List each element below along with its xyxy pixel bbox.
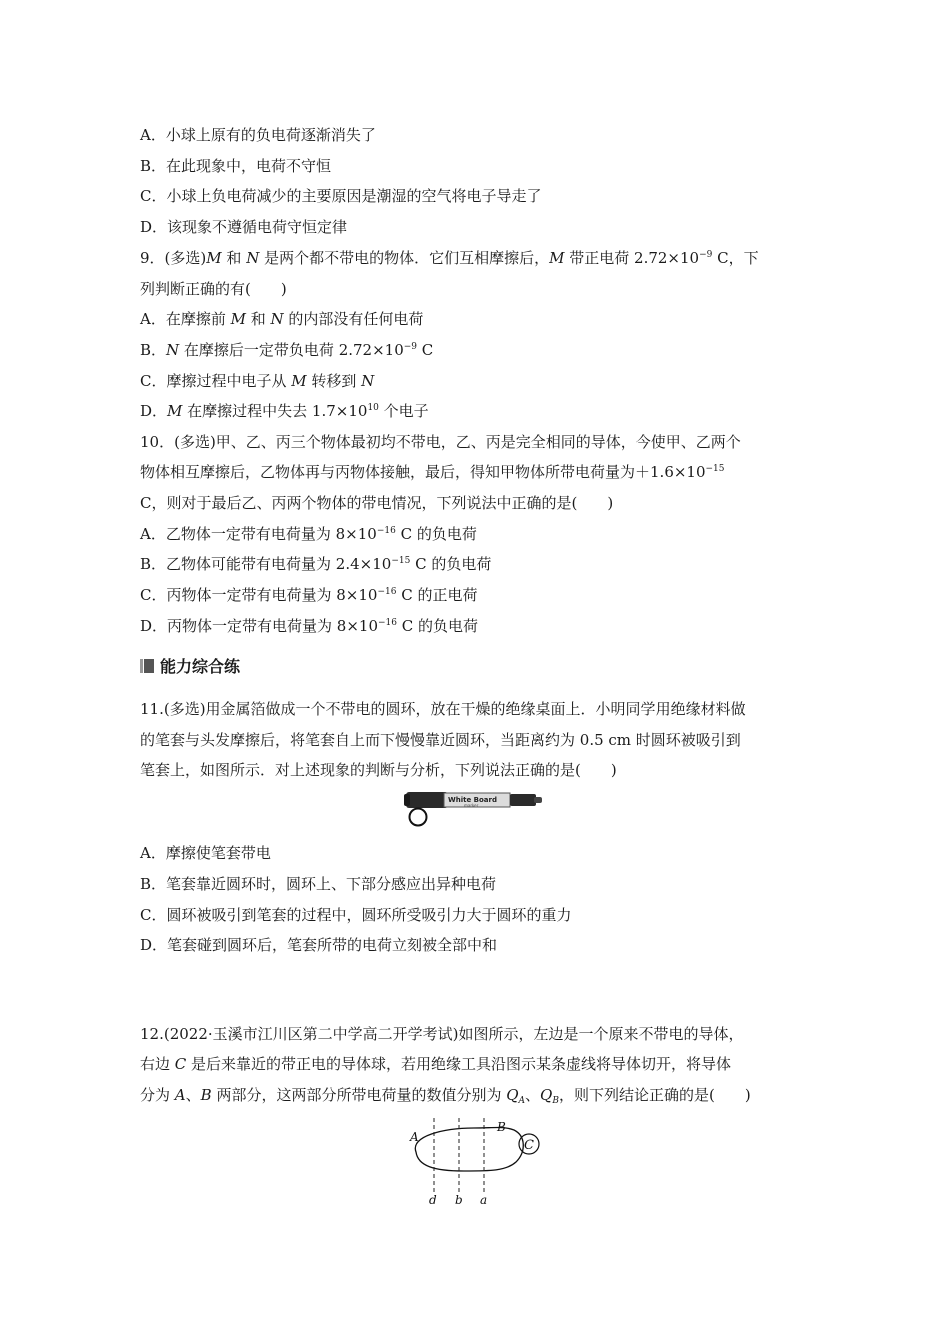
label-a-region: A bbox=[410, 1130, 419, 1144]
q11-option-a: A．摩擦使笔套带电 bbox=[140, 844, 271, 862]
label-a: a bbox=[480, 1193, 488, 1207]
section-heading bbox=[140, 654, 240, 677]
q9-option-b: B．N 在摩擦后一定带负电荷 $2.72\times 10^{-9}$ C bbox=[140, 341, 434, 359]
q11-stem-line2: 的笔套与头发摩擦后，将笔套自上而下慢慢靠近圆环，当距离约为 0.5 cm 时圆环被吸引到 bbox=[140, 731, 741, 749]
conductor-figure bbox=[404, 1116, 554, 1208]
label-b: b bbox=[455, 1193, 463, 1207]
q10-stem-line2: 物体相互摩擦后，乙物体再与丙物体接触，最后，得知甲物体所带电荷量为$+1.6\times 10^{-15}$ bbox=[140, 463, 725, 481]
foil-ring-icon bbox=[410, 809, 427, 826]
q12-stem-line3: 分为 A、B 两部分，这两部分所带电荷量的数值分别为 $Q_A$、$Q_B$，则下列结论正确的是( ) bbox=[140, 1086, 751, 1106]
q12-stem-line1: 12.(2022·玉溪市江川区第二中学高二开学考试)如图所示，左边是一个原来不带电的导体， bbox=[140, 1025, 744, 1043]
q8-option-a: A．小球上原有的负电荷逐渐消失了 bbox=[140, 126, 376, 144]
q10-option-b: B．乙物体可能带有电荷量为 $2.4\times 10^{-15}$ C 的负电荷 bbox=[140, 555, 492, 573]
section-bar-icon bbox=[144, 659, 154, 673]
q10-stem-line1: 10．(多选)甲、乙、丙三个物体最初均不带电，乙、丙是完全相同的导体，今使甲、乙两个 bbox=[140, 433, 741, 451]
conductor-outline bbox=[415, 1128, 523, 1172]
q10-option-a: A．乙物体一定带有电荷量为 $8\times 10^{-16}$ C 的负电荷 bbox=[140, 525, 477, 543]
marker-pen-icon bbox=[404, 792, 542, 808]
q11-option-d: D．笔套碰到圆环后，笔套所带的电荷立刻被全部中和 bbox=[140, 936, 498, 954]
label-d: d bbox=[429, 1193, 437, 1207]
q9-option-c: C．摩擦过程中电子从 M 转移到 N bbox=[140, 372, 375, 390]
q10-option-c: C．丙物体一定带有电荷量为 $8\times 10^{-16}$ C 的正电荷 bbox=[140, 586, 478, 604]
q11-option-b: B．笔套靠近圆环时，圆环上、下部分感应出异种电荷 bbox=[140, 875, 497, 893]
q11-stem-line1: 11.(多选)用金属箔做成一个不带电的圆环，放在干燥的绝缘桌面上．小明同学用绝缘材料做 bbox=[140, 700, 746, 718]
q11-option-c: C．圆环被吸引到笔套的过程中，圆环所受吸引力大于圆环的重力 bbox=[140, 906, 572, 924]
pen-ring-figure bbox=[404, 788, 546, 828]
q8-option-b: B．在此现象中，电荷不守恒 bbox=[140, 157, 332, 175]
section-marker-icon bbox=[140, 659, 143, 673]
q9-stem-line2: 列判断正确的有( ) bbox=[140, 280, 287, 298]
q8-option-d: D．该现象不遵循电荷守恒定律 bbox=[140, 218, 348, 236]
q12-stem-line2: 右边 C 是后来靠近的带正电的导体球，若用绝缘工具沿图示某条虚线将导体切开，将导体 bbox=[140, 1055, 732, 1073]
q11-stem-line3: 笔套上，如图所示．对上述现象的判断与分析，下列说法正确的是( ) bbox=[140, 761, 617, 779]
label-c: C bbox=[524, 1138, 534, 1153]
q10-stem-line3: C，则对于最后乙、丙两个物体的带电情况，下列说法中正确的是( ) bbox=[140, 494, 614, 512]
q10-option-d: D．丙物体一定带有电荷量为 $8\times 10^{-16}$ C 的负电荷 bbox=[140, 617, 479, 635]
pen-sub-text: marker bbox=[464, 803, 479, 808]
q9-option-d: D．M 在摩擦过程中失去 $1.7\times 10^{10}$ 个电子 bbox=[140, 402, 429, 420]
q9-option-a: A．在摩擦前 M 和 N 的内部没有任何电荷 bbox=[140, 310, 424, 328]
q8-option-c: C．小球上负电荷减少的主要原因是潮湿的空气将电子导走了 bbox=[140, 187, 542, 205]
label-b-region: B bbox=[497, 1120, 506, 1134]
q9-stem-line1: 9．(多选)M 和 N 是两个都不带电的物体．它们互相摩擦后，M 带正电荷 $2.72\times 10^{-9}$ C，下 bbox=[140, 249, 759, 267]
pen-brand-text: White Board bbox=[448, 796, 497, 804]
section-title: 能力综合练 bbox=[160, 657, 241, 676]
